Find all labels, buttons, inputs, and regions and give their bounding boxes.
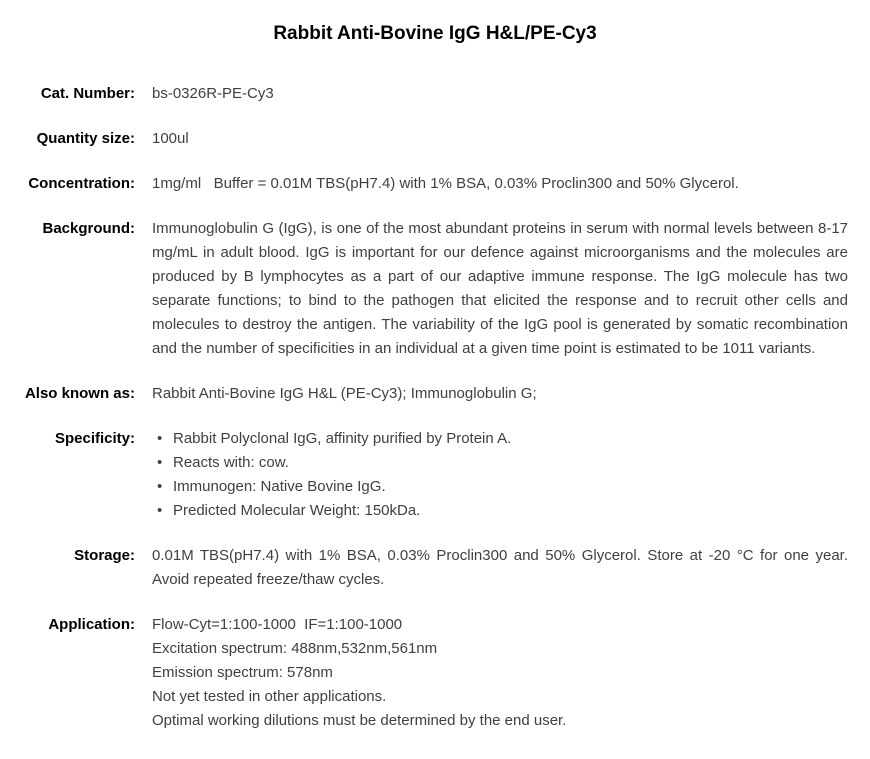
page-title: Rabbit Anti-Bovine IgG H&L/PE-Cy3 [273, 23, 597, 44]
field-value-quantity-size: 100ul [152, 130, 189, 147]
list-item [152, 427, 848, 451]
field-label-application: Application: [48, 616, 135, 633]
field-row-specificity [0, 427, 848, 523]
application-line: Excitation spectrum: 488nm,532nm,561nm [152, 640, 438, 657]
field-row-also-known-as [0, 382, 848, 406]
field-row-quantity-size [0, 127, 848, 151]
field-value-background: Immunoglobulin G (IgG), is one of the most abundant proteins in serum with normal levels between 8-17 mg/mL in adult blood. IgG is important for our defence against microorganisms and the molecules are produced by B lymphocytes as a part of our adaptive immune response. The IgG molecule has two separate functions; to bind to the pathogen that elicited the response and to recruit other cells and molecules to destroy the antigen. The variability of the IgG pool is generated by somatic recombination and the number of specificities in an individual at a given time point is estimated to be 1011 variants. [152, 220, 848, 357]
bullet-icon: • [157, 454, 163, 471]
field-label-also-known-as: Also known as: [24, 385, 135, 402]
application-line: Optimal working dilutions must be determined by the end user. [152, 712, 567, 729]
list-item [152, 451, 848, 475]
list-item [152, 475, 848, 499]
specificity-bullet-text: Reacts with: cow. [173, 454, 289, 471]
specificity-bullet-text: Rabbit Polyclonal IgG, affinity purified by Protein A. [173, 430, 512, 447]
field-value-storage: 0.01M TBS(pH7.4) with 1% BSA, 0.03% Proclin300 and 50% Glycerol. Store at -20 °C for one year. Avoid repeated freeze/thaw cycles. [152, 547, 848, 588]
field-value-application [152, 613, 848, 733]
field-label-concentration: Concentration: [28, 175, 135, 192]
field-label-background: Background: [42, 220, 135, 237]
field-label-cat-number: Cat. Number: [40, 85, 135, 102]
field-value-specificity [152, 427, 848, 523]
specificity-bullet-text: Immunogen: Native Bovine IgG. [173, 478, 386, 495]
field-row-concentration [0, 172, 848, 196]
field-value-cat-number: bs-0326R-PE-Cy3 [152, 85, 274, 102]
application-line: Emission spectrum: 578nm [152, 664, 333, 681]
bullet-icon: • [157, 430, 163, 447]
field-label-storage: Storage: [74, 547, 135, 564]
field-row-background [0, 217, 848, 361]
field-row-cat-number [0, 82, 848, 106]
bullet-icon: • [157, 478, 163, 495]
bullet-icon: • [157, 502, 163, 519]
specificity-bullet-list [152, 427, 848, 523]
application-line: Not yet tested in other applications. [152, 688, 387, 705]
field-label-specificity: Specificity: [54, 430, 135, 447]
specificity-bullet-text: Predicted Molecular Weight: 150kDa. [173, 502, 421, 519]
application-line: Flow-Cyt=1:100-1000 IF=1:100-1000 [152, 616, 403, 633]
field-rows [0, 82, 848, 733]
field-value-concentration: 1mg/ml Buffer = 0.01M TBS(pH7.4) with 1% BSA, 0.03% Proclin300 and 50% Glycerol. [152, 175, 739, 192]
field-label-quantity-size: Quantity size: [36, 130, 135, 147]
field-row-application [0, 613, 848, 733]
field-row-storage [0, 544, 848, 592]
field-value-also-known-as: Rabbit Anti-Bovine IgG H&L (PE-Cy3); Immunoglobulin G; [152, 385, 537, 402]
list-item [152, 499, 848, 523]
